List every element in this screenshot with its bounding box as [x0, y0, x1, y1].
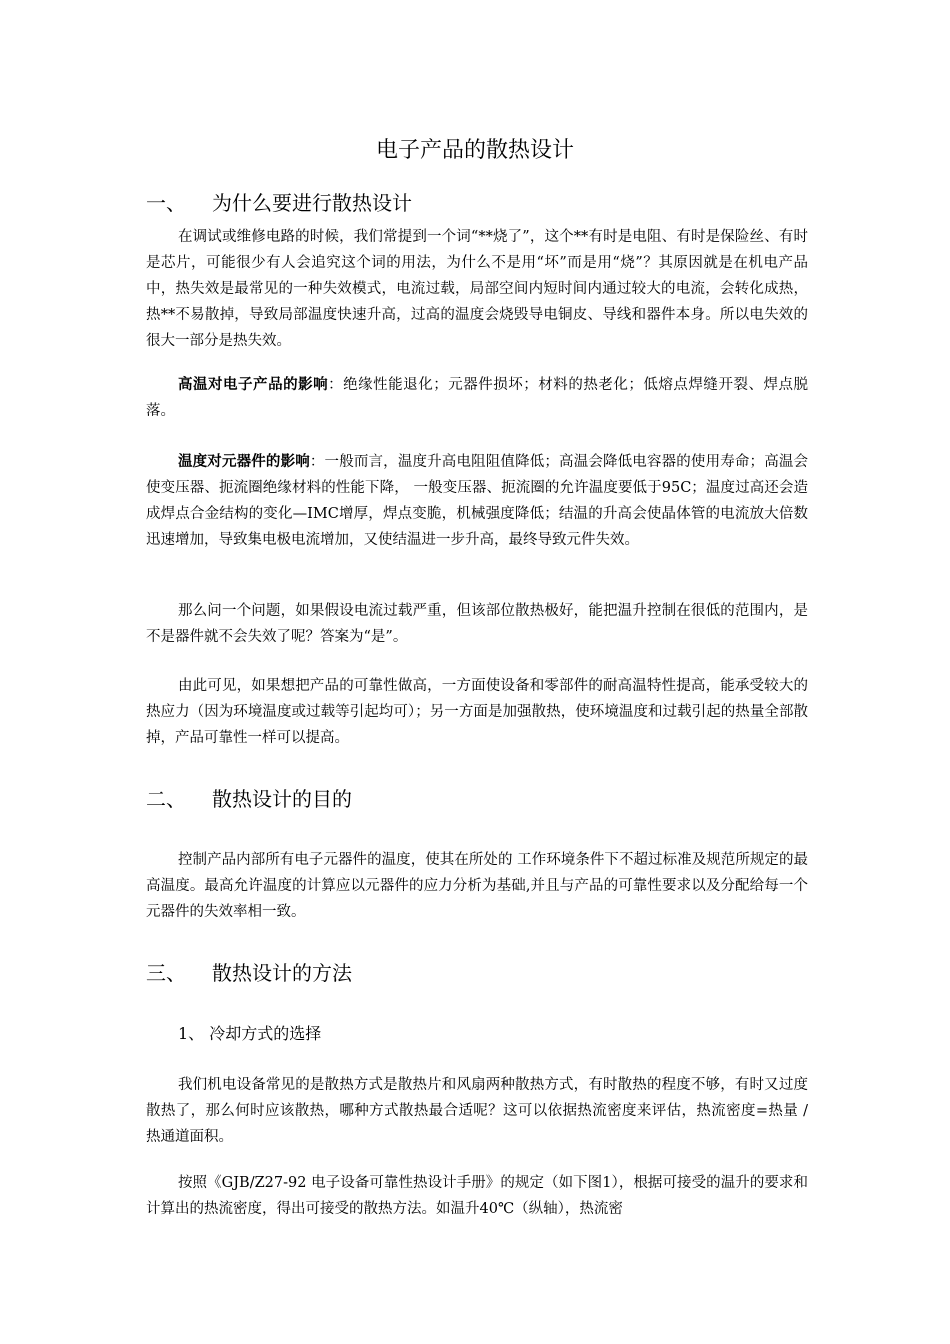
paragraph [146, 847, 808, 925]
section-heading-3 [146, 958, 352, 988]
paragraph-text: 按照《GJB/Z27-92 电子设备可靠性热设计手册》的规定（如下图1），根据可接受的温升的要求和计算出的热流密度，得出可接受的散热方法。如温升40℃（纵轴），热流密 [146, 1175, 808, 1217]
paragraph-text: 控制产品内部所有电子元器件的温度，使其在所处的 工作环境条件下不超过标准及规范所规定的最高温度。最高允许温度的计算应以元器件的应力分析为基础,并且与产品的可靠性要求以及分配给每一个元器件的失效率相一致。 [146, 852, 808, 920]
document-title: 电子产品的散热设计 [375, 138, 574, 163]
section-number: 一、 [146, 191, 186, 215]
paragraph-lead: 高温对电子产品的影响 [178, 376, 329, 393]
paragraph-text: 那么问一个问题，如果假设电流过载严重，但该部位散热极好，能把温升控制在很低的范围内，是不是器件就不会失效了呢？答案为“是”。 [146, 603, 808, 645]
paragraph-text: ：一般而言，温度升高电阻阻值降低；高温会降低电容器的使用寿命；高温会使变压器、扼流圈绝缘材料的性能下降， 一般变压器、扼流圈的允许温度要低于95C；温度过高还会造成焊点合金结构的变化—IMC增厚，焊点变脆，机械强度降低；结温的升高会使晶体管的电流放大倍数迅速增加，导致集电极电流增加，又使结温进一步升高，最终导致元件失效。 [146, 454, 809, 548]
paragraph [146, 1170, 808, 1222]
paragraph-lead: 温度对元器件的影响 [178, 453, 310, 470]
section-heading-1 [146, 188, 412, 218]
paragraph-text: 在调试或维修电路的时候，我们常提到一个词“**烧了”，这个**有时是电阻、有时是保险丝、有时是芯片，可能很少有人会追究这个词的用法，为什么不是用“坏”而是用“烧”？其原因就是在机电产品中，热失效是最常见的一种失效模式，电流过载，局部空间内短时间内通过较大的电流，会转化成热，热**不易散掉，导致局部温度快速升高，过高的温度会烧毁导电铜皮、导线和器件本身。所以电失效的很大一部分是热失效。 [146, 229, 808, 349]
paragraph-text: ：绝缘性能退化；元器件损坏；材料的热老化；低熔点焊缝开裂、焊点脱落。 [146, 377, 809, 419]
paragraph [146, 673, 808, 751]
paragraph [146, 1072, 808, 1150]
paragraph [146, 449, 808, 553]
paragraph [146, 224, 808, 354]
section-title: 散热设计的目的 [212, 787, 352, 811]
paragraph [146, 372, 808, 424]
section-number: 三、 [146, 961, 186, 985]
section-heading-2 [146, 784, 352, 814]
paragraph [146, 598, 808, 650]
section-title: 为什么要进行散热设计 [212, 191, 412, 215]
section-number: 二、 [146, 787, 186, 811]
paragraph-text: 由此可见，如果想把产品的可靠性做高，一方面使设备和零部件的耐高温特性提高，能承受较大的热应力（因为环境温度或过载等引起均可）；另一方面是加强散热，使环境温度和过载引起的热量全部散掉，产品可靠性一样可以提高。 [146, 678, 808, 746]
subsection-heading: 1、 冷却方式的选择 [178, 1024, 322, 1043]
section-title: 散热设计的方法 [212, 961, 352, 985]
paragraph-text: 我们机电设备常见的是散热方式是散热片和风扇两种散热方式，有时散热的程度不够，有时又过度散热了，那么何时应该散热，哪种方式散热最合适呢？这可以依据热流密度来评估，热流密度=热量 / 热通道面积。 [146, 1077, 808, 1145]
